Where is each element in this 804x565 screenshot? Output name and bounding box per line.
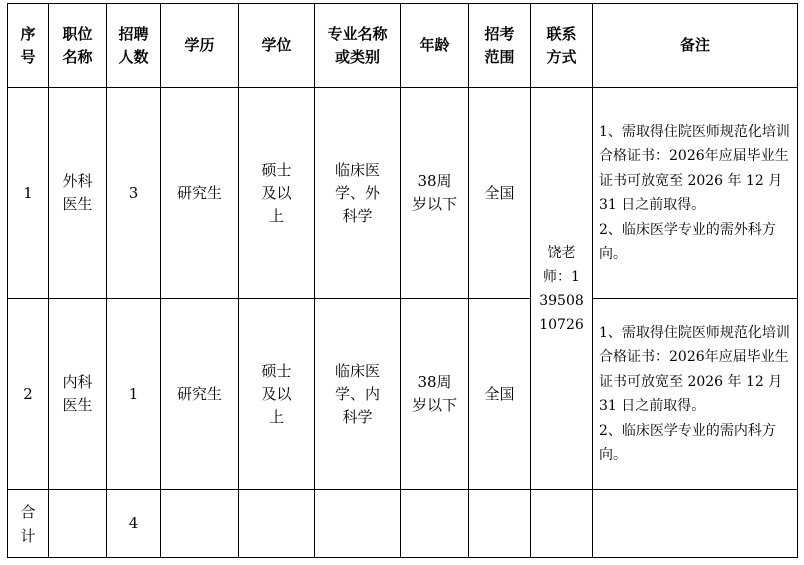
table-row	[8, 299, 798, 490]
cell-degree: 硕士及以上	[239, 88, 315, 299]
cell-contact: 饶老师：13950810726	[531, 88, 593, 490]
remark-line-2: 2、临床医学专业的需内科方向。	[599, 422, 776, 463]
remark-line-2: 2、临床医学专业的需外科方向。	[599, 221, 776, 262]
header-seq: 序号	[8, 4, 49, 88]
cell-seq: 2	[8, 299, 49, 490]
cell-count: 1	[107, 299, 161, 490]
total-empty-age	[401, 490, 469, 558]
cell-age: 38周岁以下	[401, 88, 469, 299]
cell-seq: 1	[8, 88, 49, 299]
total-count: 4	[107, 490, 161, 558]
total-empty-scope	[469, 490, 531, 558]
total-empty-education	[161, 490, 239, 558]
header-remark: 备注	[593, 4, 798, 88]
header-education: 学历	[161, 4, 239, 88]
cell-remark	[593, 88, 798, 299]
header-age: 年龄	[401, 4, 469, 88]
cell-age: 38周岁以下	[401, 299, 469, 490]
total-empty-remark	[593, 490, 798, 558]
header-count: 招聘人数	[107, 4, 161, 88]
total-empty-contact	[531, 490, 593, 558]
cell-major: 临床医学、内科学	[315, 299, 401, 490]
cell-scope: 全国	[469, 88, 531, 299]
cell-education: 研究生	[161, 88, 239, 299]
total-row	[8, 490, 798, 558]
recruitment-table	[7, 3, 798, 558]
cell-position: 外科医生	[49, 88, 107, 299]
cell-remark	[593, 299, 798, 490]
cell-education: 研究生	[161, 299, 239, 490]
header-degree: 学位	[239, 4, 315, 88]
cell-scope: 全国	[469, 299, 531, 490]
cell-major: 临床医学、外科学	[315, 88, 401, 299]
cell-count: 3	[107, 88, 161, 299]
remark-line-1: 1、需取得住院医师规范化培训合格证书：2026年应届毕业生证书可放宽至 2026 年 12 月 31 日之前取得。	[599, 123, 790, 213]
remark-line-1: 1、需取得住院医师规范化培训合格证书：2026年应届毕业生证书可放宽至 2026 年 12 月 31 日之前取得。	[599, 324, 790, 414]
header-contact: 联系方式	[531, 4, 593, 88]
total-empty-position	[49, 490, 107, 558]
table-row	[8, 88, 798, 299]
total-empty-major	[315, 490, 401, 558]
recruitment-table-wrapper	[7, 3, 798, 558]
header-position: 职位名称	[49, 4, 107, 88]
cell-degree: 硕士及以上	[239, 299, 315, 490]
total-label: 合计	[8, 490, 49, 558]
cell-position: 内科医生	[49, 299, 107, 490]
header-scope: 招考范围	[469, 4, 531, 88]
total-empty-degree	[239, 490, 315, 558]
header-major: 专业名称或类别	[315, 4, 401, 88]
header-row	[8, 4, 798, 88]
